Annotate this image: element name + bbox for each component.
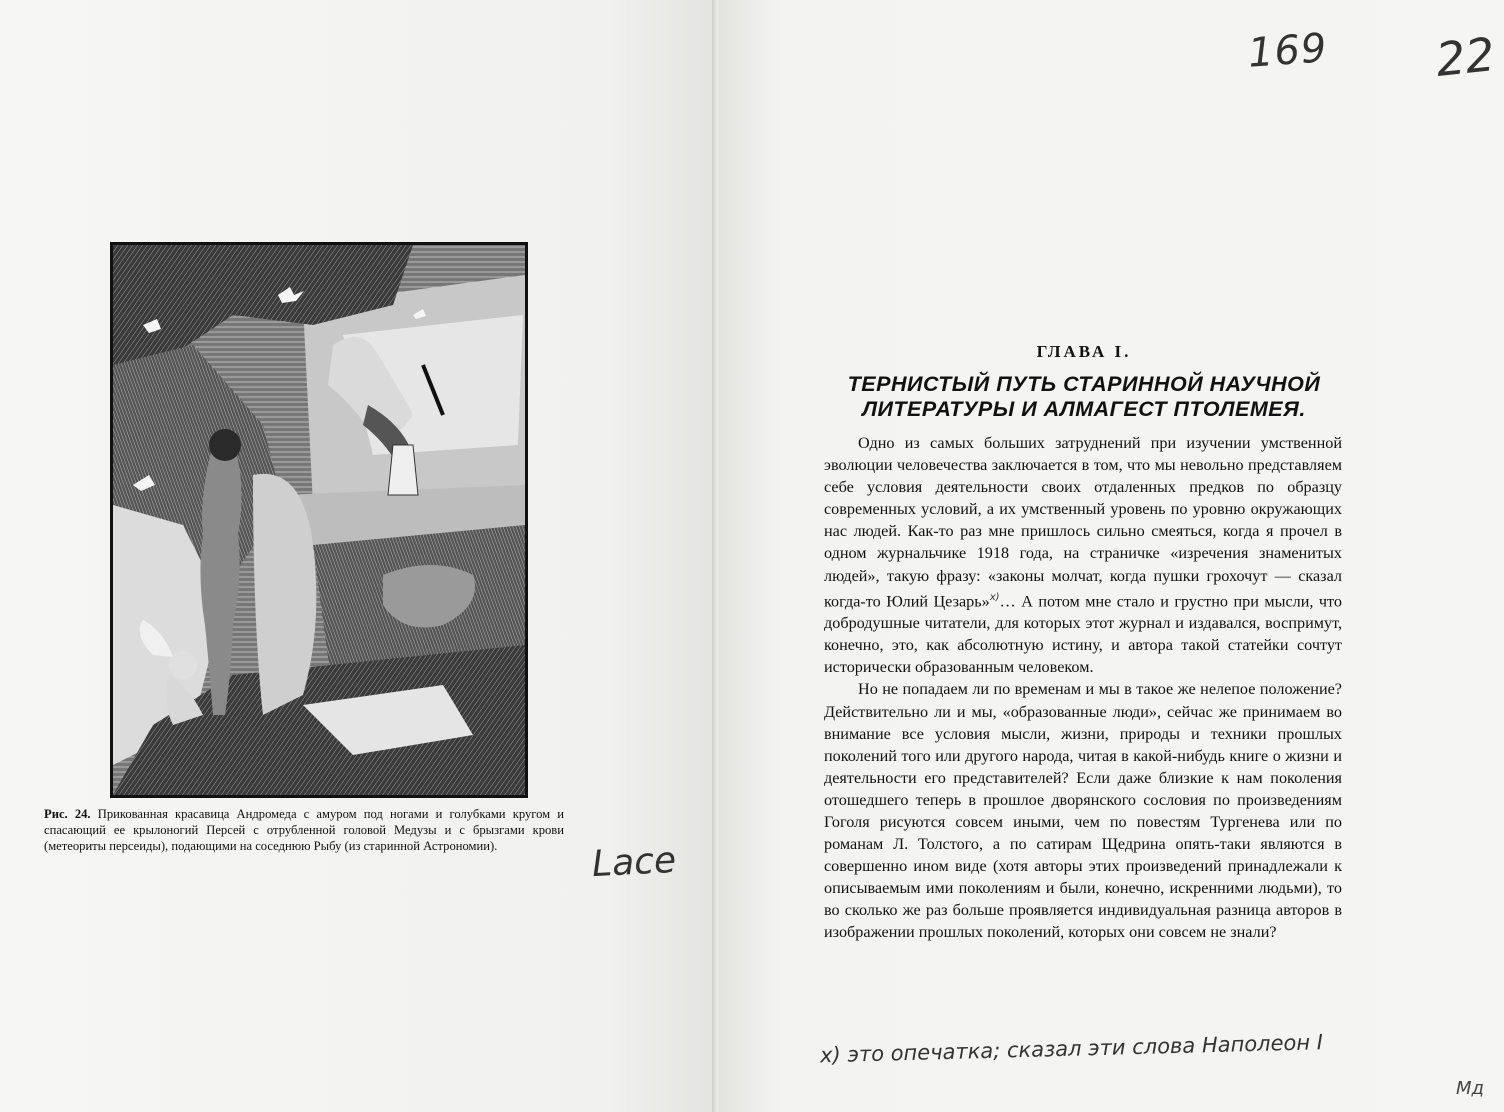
paragraph-1-part-b: … А потом мне стало и грустно при мысли, что добродушные читатели, для которых этот журнал и издавался, воспримут, конечно, это, как абсолютную истину, и автора такой статейки сочтут исторически образованным человеком. (824, 592, 1342, 677)
figure-caption (44, 806, 564, 854)
paragraph-1-part-a: Одно из самых больших затруднений при изучении умственной эволюции человечества заключается в том, что мы невольно представляем себе условия деятельности своих отдаленных предков по образцу современных условий, а их умственный уровень по уровню окружающих нас людей. Как-то раз мне пришлось сильно смеяться, когда я прочел в одном журнальчике 1918 года, на страничке «изречения знаменитых людей», такую фразу: «законы молчат, когда пушки грохочут — сказал когда-то Юлий Цезарь» (824, 434, 1342, 611)
book-gutter (712, 0, 718, 1112)
figure-caption-text: Прикованная красавица Андромеда с амуром под ногами и голубками кругом и спасающий ее крылоногий Персей с отрубленной головой Медузы и с брызгами крови (метеориты персеиды), подающими на соседнюю Рыбу (из старинной Астрономии). (44, 807, 565, 853)
chapter-title-line-1: ТЕРНИСТЫЙ ПУТЬ СТАРИННОЙ НАУЧНОЙ (847, 372, 1321, 396)
paragraph-1 (824, 432, 1342, 678)
footnote-marker: x) (989, 591, 1000, 603)
handwritten-folio-number: 22 (1433, 27, 1498, 87)
chapter-title (820, 372, 1348, 422)
handwritten-corner-mark: Мд (1456, 1078, 1484, 1099)
handwritten-margin-note: Lace (590, 839, 678, 886)
chapter-number: ГЛАВА I. (1036, 342, 1132, 361)
chapter-body (824, 432, 1342, 944)
handwritten-page-number: 169 (1246, 25, 1329, 77)
andromeda-engraving (110, 242, 528, 798)
chapter-title-line-2: ЛИТЕРАТУРЫ И АЛМАГЕСТ ПТОЛЕМЕЯ. (862, 397, 1306, 421)
paragraph-2: Но не попадаем ли по временам и мы в такое же нелепое положение? Действительно ли и мы, «образованные люди», сейчас же принимаем во внимание все условия мысли, жизни, природы и техники прошлых поколений того или другого народа, читая в какой-нибудь книге о жизни и деятельности его представителей? Если даже близкие к нам поколения отошедшего теперь в прошлое дворянского сословия по произведениям Гоголя рисуются совсем иными, чем по повестям Тургенева или по романам Л. Толстого, а по сатирам Щедрина опять-таки являются в совершенно ином виде (хотя авторы этих произведений принадлежали к описываемым ими поколениям и были, конечно, искренними людьми), то во сколько же раз больше проявляется индивидуальная разница авторов в изображении прошлых поколений, которых они совсем не знали? (824, 680, 1342, 942)
figure-label: Рис. 24. (44, 807, 91, 821)
handwritten-footnote: x) это опечатка; сказал эти слова Наполеон I (819, 1030, 1324, 1068)
engraving-image (113, 245, 525, 795)
